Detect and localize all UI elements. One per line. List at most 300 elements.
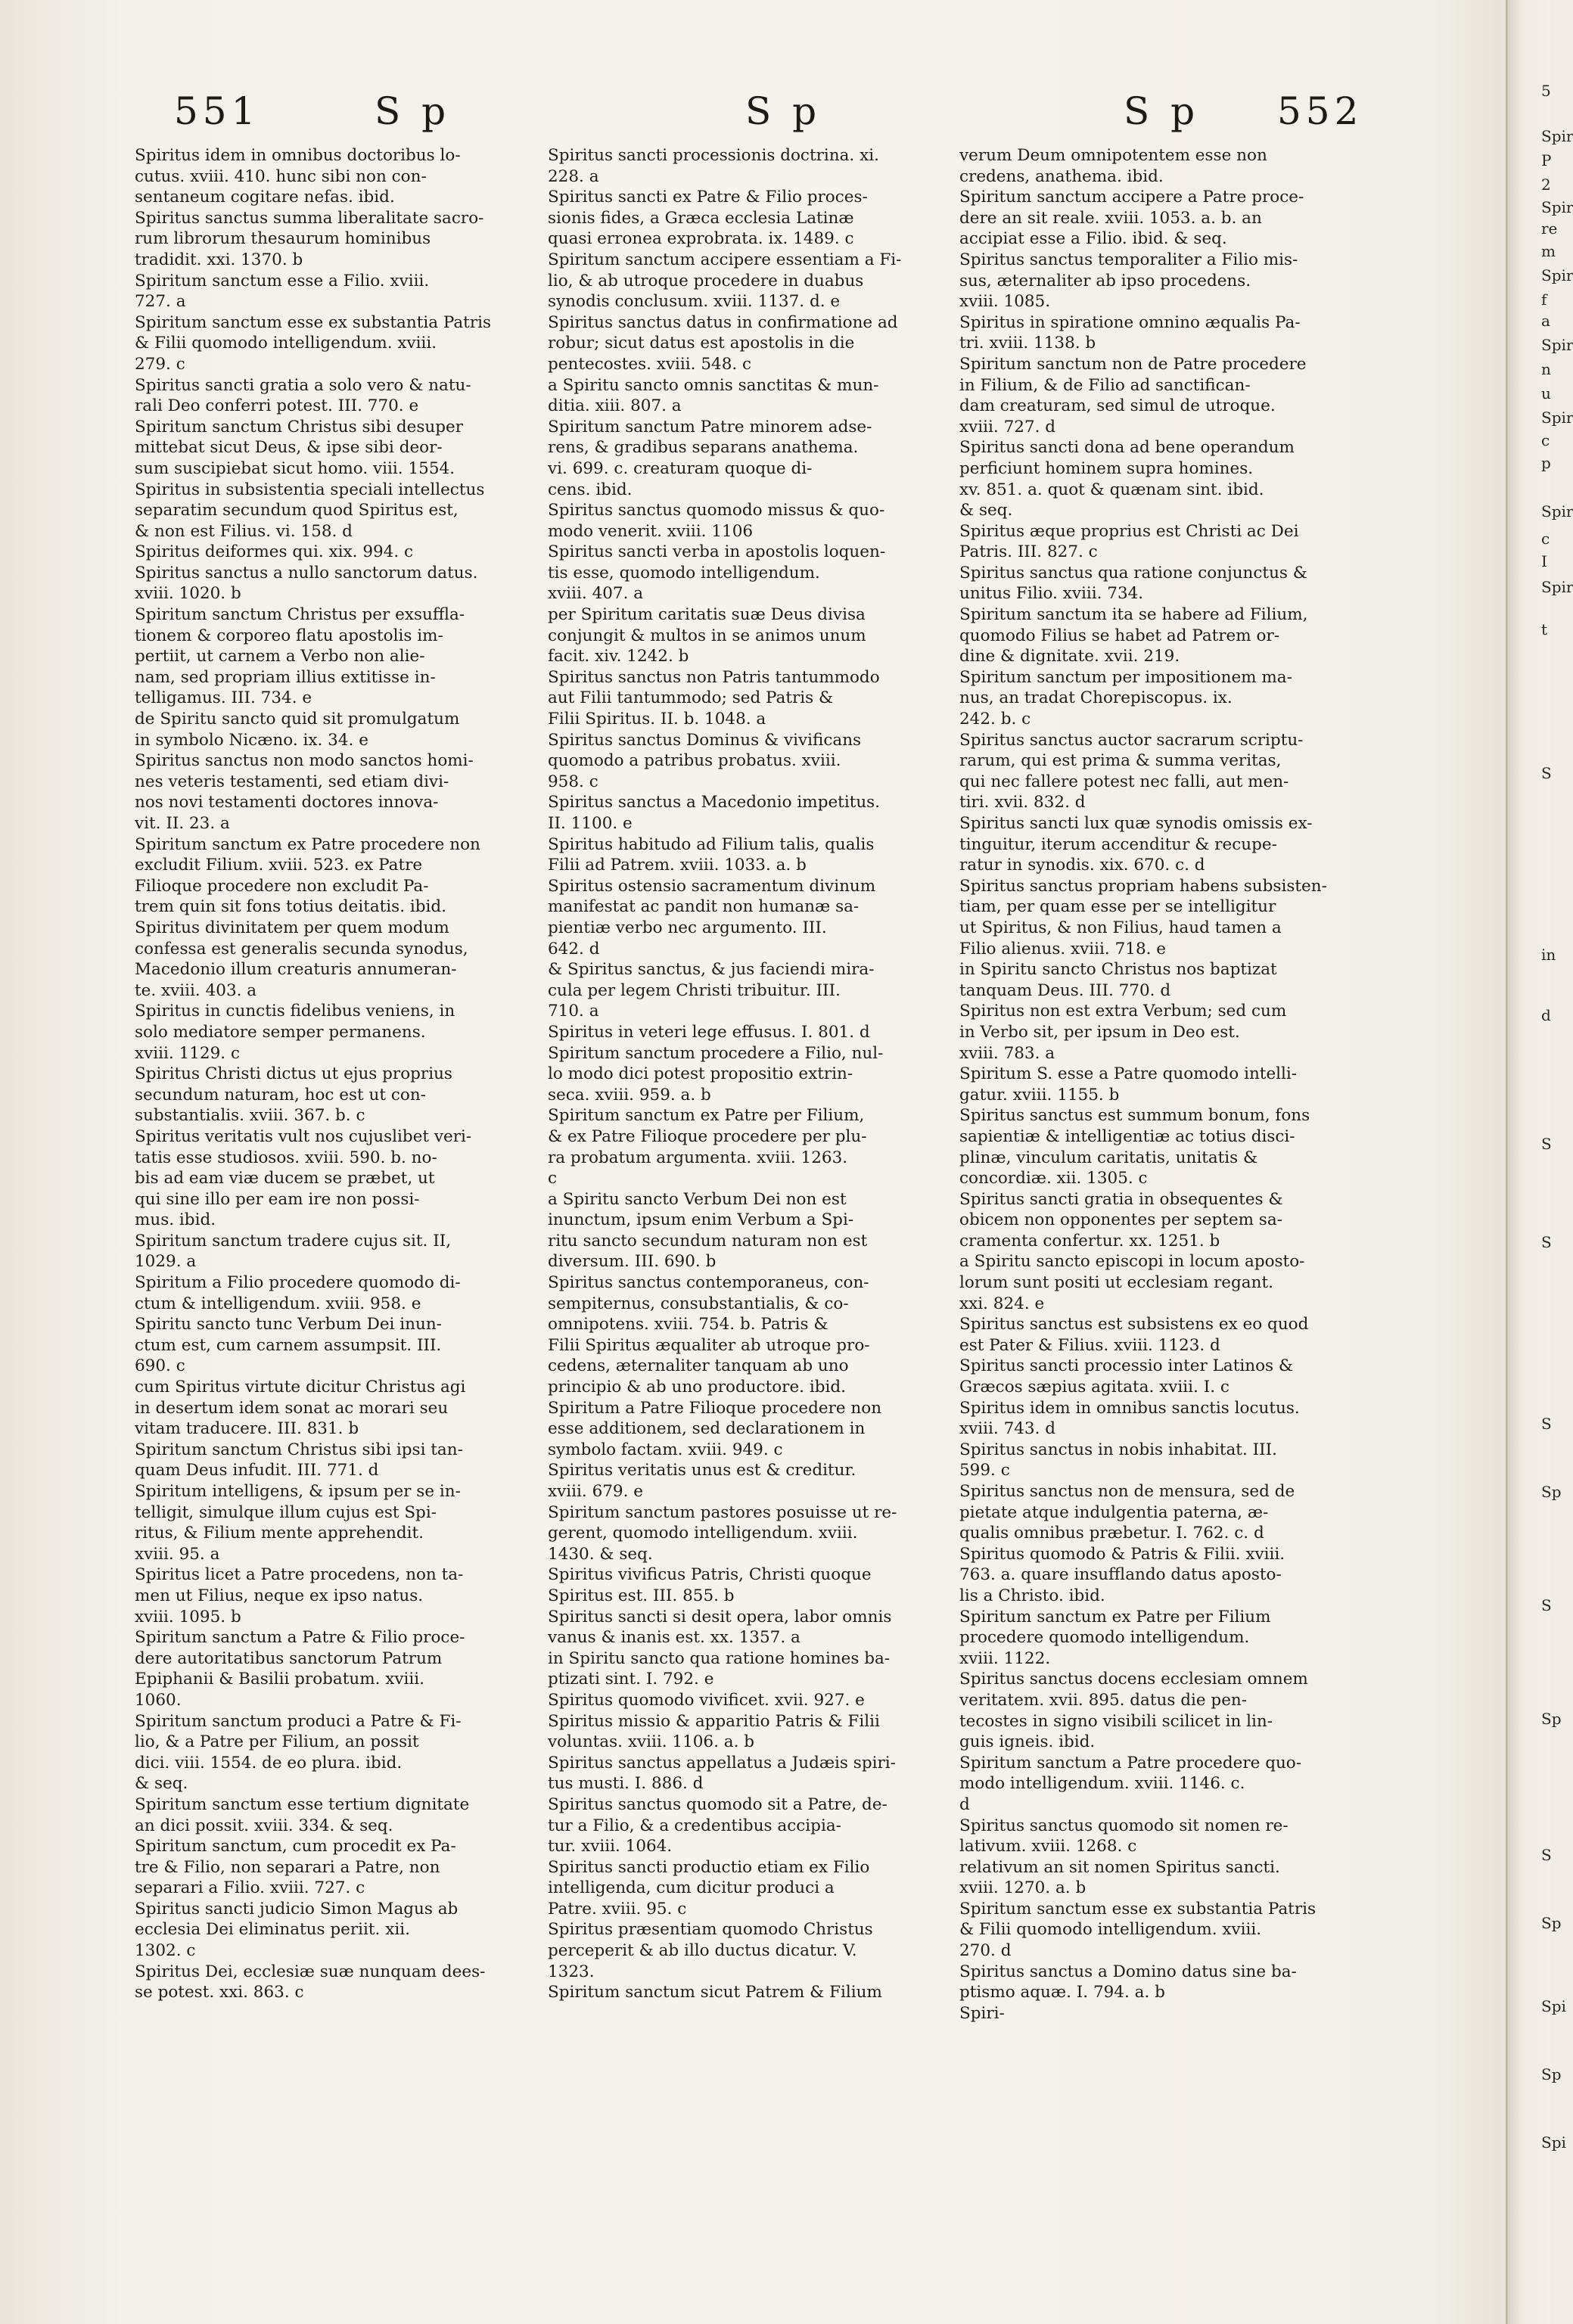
index-line: pientiæ verbo nec argumento. III. (548, 918, 827, 937)
index-line: lis a Christo. ibid. (959, 1586, 1105, 1605)
index-line: 1323. (548, 1962, 595, 1981)
index-line: 270. d (959, 1941, 1012, 1961)
edge-fragment: S (1541, 1135, 1552, 1153)
index-line: symbolo factam. xviii. 949. c (548, 1440, 783, 1459)
index-line: Spiritus sanctus datus in confirmatione ad (548, 312, 898, 332)
index-line: d (959, 1794, 970, 1814)
index-line: 242. b. c (959, 710, 1031, 729)
index-line: Spiritus non est extra Verbum; sed cum (959, 1002, 1287, 1021)
running-head-center: S p (745, 89, 822, 133)
index-line: vanus & inanis est. xx. 1357. a (548, 1628, 800, 1648)
index-line: Spiritus licet a Patre procedens, non ta- (135, 1565, 464, 1585)
index-line: dere autoritatibus sanctorum Patrum (135, 1648, 443, 1668)
edge-fragment: d (1541, 1006, 1551, 1024)
edge-fragment: u (1541, 384, 1551, 402)
index-line: ritus, & Filium mente apprehendit. (135, 1524, 424, 1543)
index-line: Spiritus veritatis vult nos cujuslibet veri- (135, 1126, 472, 1146)
index-line: Epiphanii & Basilii probatum. xviii. (135, 1670, 425, 1689)
index-line: Spiritus sanctus contemporaneus, con- (548, 1273, 869, 1293)
edge-fragment: Spir (1541, 198, 1573, 216)
index-line: Spiritus sancti judicio Simon Magus ab (135, 1899, 459, 1919)
index-line: Spiritum sanctum esse a Filio. xviii. (135, 271, 430, 290)
index-line: Spiritum sanctum per impositionem ma- (959, 667, 1292, 687)
index-line: cens. ibid. (548, 480, 633, 499)
index-line: xviii. 1270. a. b (959, 1878, 1086, 1898)
index-line: Spiritus sanctus appellatus a Judæis spiri- (548, 1753, 896, 1773)
index-line: Spiritum sanctum Patre minorem adse- (548, 417, 872, 437)
index-line: perceperit & ab illo ductus dicatur. V. (548, 1941, 857, 1961)
index-line: Spiritum sanctum ex Patre per Filium, (548, 1106, 865, 1126)
edge-fragment: S (1541, 1596, 1552, 1614)
index-line: Spiritus sanctus qua ratione conjunctus & (959, 563, 1307, 583)
edge-fragment: Spir (1541, 409, 1573, 427)
index-line: telligamus. III. 734. e (135, 688, 312, 708)
index-line: xviii. 1020. b (135, 584, 241, 604)
index-line: in desertum idem sonat ac morari seu (135, 1398, 449, 1418)
index-line: in symbolo Nicæno. ix. 34. e (135, 730, 368, 750)
index-line: 958. c (548, 772, 598, 791)
index-line: a Spiritu sancto omnis sanctitas & mun- (548, 375, 879, 395)
index-line: Spiritum sanctum sicut Patrem & Filium (548, 1983, 882, 2002)
index-line: Spiritus sancti si desit opera, labor omnis (548, 1607, 892, 1626)
index-line: Spiritum intelligens, & ipsum per se in- (135, 1482, 461, 1501)
index-line: cramenta confertur. xx. 1251. b (959, 1231, 1220, 1251)
index-line: & Spiritus sanctus, & jus faciendi mira- (548, 960, 875, 980)
index-line: Spiritus idem in omnibus sanctis locutus. (959, 1398, 1300, 1418)
next-page-edge (1507, 0, 1573, 2324)
index-line: Spiritus sanctus a nullo sanctorum datus. (135, 563, 478, 583)
index-line: 599. c (959, 1461, 1010, 1480)
index-line: Spiritus sanctus temporaliter a Filio mis- (959, 250, 1298, 269)
index-line: Spiritus sanctus summa liberalitate sacro- (135, 208, 484, 228)
index-line: quomodo Filius se habet ad Patrem or- (959, 626, 1279, 645)
index-line: in Verbo sit, per ipsum in Deo est. (959, 1022, 1240, 1042)
index-line: Macedonio illum creaturis annumeran- (135, 960, 457, 980)
index-line: credens, anathema. ibid. (959, 166, 1164, 186)
index-line: dici. viii. 1554. de eo plura. ibid. (135, 1753, 403, 1773)
index-line: seca. xviii. 959. a. b (548, 1085, 711, 1105)
index-line: separari a Filio. xviii. 727. c (135, 1878, 365, 1898)
index-line: quomodo a patribus probatus. xviii. (548, 751, 841, 771)
index-line: 1430. & seq. (548, 1544, 653, 1564)
index-line: Spiritum a Patre Filioque procedere non (548, 1398, 882, 1418)
index-line: pertiit, ut carnem a Verbo non alie- (135, 647, 425, 666)
index-line: lorum sunt positi ut ecclesiam regant. (959, 1273, 1273, 1293)
index-line: ecclesia Dei eliminatus periit. xii. (135, 1920, 410, 1940)
index-line: Spiritum sanctum a Patre procedere quo- (959, 1753, 1302, 1773)
edge-fragment: 2 (1541, 176, 1551, 194)
index-line: an dici possit. xviii. 334. & seq. (135, 1816, 393, 1835)
index-line: synodis conclusum. xviii. 1137. d. e (548, 292, 841, 312)
index-line: Spiritus sancti gratia a solo vero & natu- (135, 375, 471, 395)
index-line: cula per legem Christi tribuitur. III. (548, 980, 841, 1000)
index-line: tis esse, quomodo intelligendum. (548, 563, 820, 583)
index-line: tradidit. xxi. 1370. b (135, 250, 303, 269)
index-line: accipiat esse a Filio. ibid. & seq. (959, 229, 1227, 249)
edge-fragment: n (1541, 360, 1551, 378)
index-line: plinæ, vinculum caritatis, unitatis & (959, 1148, 1258, 1167)
index-line: xxi. 824. e (959, 1294, 1045, 1313)
index-line: Spiritus sanctus propriam habens subsisten- (959, 876, 1327, 896)
edge-fragment: Spi (1541, 2133, 1566, 2152)
index-line: 727. a (135, 292, 186, 312)
index-line: 228. a (548, 166, 599, 186)
index-line: tur a Filio, & a credentibus accipia- (548, 1816, 841, 1835)
index-line: Spiritus sanctus est summum bonum, fons (959, 1106, 1310, 1126)
index-line: Spiritus sanctus non de mensura, sed de (959, 1482, 1295, 1501)
index-line: Spiritus in cunctis fidelibus veniens, in (135, 1002, 455, 1021)
index-line: xviii. 407. a (548, 584, 644, 604)
index-line: Spiritus sancti processionis doctrina. xi. (548, 146, 879, 165)
index-line: & ex Patre Filioque procedere per plu- (548, 1126, 867, 1146)
index-line: Filii Spiritus æqualiter ab utroque pro- (548, 1335, 870, 1355)
index-line: ra probatum argumenta. xviii. 1263. (548, 1148, 848, 1167)
index-line: II. 1100. e (548, 814, 633, 833)
index-line: Spiritus sancti verba in apostolis loquen- (548, 542, 886, 562)
index-line: mus. ibid. (135, 1210, 216, 1230)
index-line: modo venerit. xviii. 1106 (548, 521, 754, 541)
index-line: men ut Filius, neque ex ipso natus. (135, 1586, 424, 1605)
index-line: gerent, quomodo intelligendum. xviii. (548, 1524, 858, 1543)
edge-fragment: Spir (1541, 502, 1573, 520)
index-line: a Spiritu sancto episcopi in locum aposto- (959, 1252, 1305, 1272)
index-line: tus musti. I. 886. d (548, 1774, 704, 1794)
index-line: sempiternus, consubstantialis, & co- (548, 1294, 849, 1313)
index-line: c (548, 1169, 558, 1188)
index-line: principio & ab uno productore. ibid. (548, 1378, 846, 1397)
index-line: modo intelligendum. xviii. 1146. c. (959, 1774, 1245, 1794)
index-line: Spiritum sanctum esse ex substantia Patris (959, 1899, 1317, 1919)
index-line: dere an sit reale. xviii. 1053. a. b. an (959, 208, 1262, 228)
index-line: Spiritus sanctus est subsistens ex eo quod (959, 1315, 1309, 1334)
index-line: tanquam Deus. III. 770. d (959, 980, 1171, 1000)
index-line: Filii ad Patrem. xviii. 1033. a. b (548, 856, 807, 875)
index-line: qui sine illo per eam ire non possi- (135, 1189, 420, 1209)
index-line: Spiri- (959, 2003, 1005, 2023)
index-line: Filioque procedere non excludit Pa- (135, 876, 429, 896)
index-line: se potest. xxi. 863. c (135, 1983, 304, 2002)
index-line: ctum est, cum carnem assumpsit. III. (135, 1335, 442, 1355)
index-line: conjungit & multos in se animos unum (548, 626, 866, 645)
index-line: Spiritus sanctus non modo sanctos homi- (135, 751, 474, 771)
index-line: xviii. 1095. b (135, 1607, 241, 1626)
index-line: & seq. (135, 1774, 188, 1794)
index-line: facit. xiv. 1242. b (548, 647, 689, 666)
index-line: xviii. 95. a (135, 1544, 220, 1564)
index-line: manifestat ac pandit non humanæ sa- (548, 897, 860, 917)
index-line: 710. a (548, 1002, 599, 1021)
index-line: Spiritum sanctum produci a Patre & Fi- (135, 1711, 462, 1731)
index-line: xviii. 727. d (959, 417, 1056, 437)
index-line: vit. II. 23. a (135, 814, 230, 833)
index-line: xviii. 783. a (959, 1043, 1055, 1063)
index-line: excludit Filium. xviii. 523. ex Patre (135, 856, 423, 875)
index-line: xviii. 1129. c (135, 1043, 240, 1063)
index-line: qui nec fallere potest nec falli, aut men- (959, 772, 1289, 791)
index-line: 1302. c (135, 1941, 196, 1961)
index-line: Spiritus sanctus in nobis inhabitat. III. (959, 1440, 1277, 1459)
index-line: ctum & intelligendum. xviii. 958. e (135, 1294, 421, 1313)
index-line: tionem & corporeo flatu apostolis im- (135, 626, 443, 645)
index-line: tiam, per quam esse per se intelligitur (959, 897, 1276, 917)
edge-fragment: t (1541, 620, 1548, 638)
edge-fragment: m (1541, 242, 1556, 260)
index-line: voluntas. xviii. 1106. a. b (548, 1732, 755, 1752)
index-line: nos novi testamenti doctores innova- (135, 793, 439, 812)
index-line: Spiritus est. III. 855. b (548, 1586, 735, 1605)
index-line: Spiritum sanctum a Patre & Filio proce- (135, 1628, 465, 1648)
index-line: tinguitur, iterum accenditur & recupe- (959, 834, 1277, 854)
index-line: ritu sancto secundum naturam non est (548, 1231, 868, 1251)
edge-fragment: Spir (1541, 266, 1573, 284)
index-line: in Filium, & de Filio ad sanctifican- (959, 375, 1251, 395)
index-line: Spiritus sanctus quomodo missus & quo- (548, 501, 885, 520)
index-line: Spiritus Dei, ecclesiæ suæ nunquam dees- (135, 1962, 486, 1981)
edge-fragment: Sp (1541, 2065, 1562, 2083)
edge-fragment: P (1541, 151, 1552, 169)
index-line: Spiritum sanctum ita se habere ad Filium, (959, 605, 1308, 625)
index-line: Patris. III. 827. c (959, 542, 1098, 562)
index-line: vi. 699. c. creaturam quoque di- (548, 458, 813, 478)
edge-fragment: Sp (1541, 1914, 1562, 1932)
index-line: Spiritus sanctus non Patris tantummodo (548, 667, 880, 687)
index-line: Græcos sæpius agitata. xviii. I. c (959, 1378, 1229, 1397)
index-line: verum Deum omnipotentem esse non (959, 146, 1267, 165)
index-column-2 (548, 145, 956, 2003)
index-line: Spiritus sancti ex Patre & Filio proces- (548, 188, 868, 207)
index-line: xv. 851. a. quot & quænam sint. ibid. (959, 480, 1264, 499)
index-line: nes veteris testamenti, sed etiam divi- (135, 772, 449, 791)
index-line: bis ad eam viæ ducem se præbet, ut (135, 1169, 435, 1188)
index-line: Filii Spiritus. II. b. 1048. a (548, 710, 766, 729)
index-line: Spiritus divinitatem per quem modum (135, 918, 449, 937)
index-line: 279. c (135, 354, 185, 374)
index-line: Spiritum a Filio procedere quomodo di- (135, 1273, 461, 1293)
index-line: Spiritus Christi dictus ut ejus proprius (135, 1064, 452, 1084)
index-line: Spiritus ostensio sacramentum divinum (548, 876, 876, 896)
edge-fragment: Spir (1541, 127, 1573, 145)
index-line: Spiritum sanctum Christus sibi desuper (135, 417, 464, 437)
index-line: unitus Filio. xviii. 734. (959, 584, 1144, 604)
index-line: Filio alienus. xviii. 718. e (959, 939, 1167, 958)
index-line: Spiritus sancti lux quæ synodis omissis ex- (959, 814, 1313, 833)
edge-fragment: I (1541, 552, 1547, 570)
index-line: guis igneis. ibid. (959, 1732, 1096, 1752)
index-line: perficiunt hominem supra homines. (959, 458, 1254, 478)
index-line: Spiritus sancti gratia in obsequentes & (959, 1189, 1283, 1209)
index-line: Spiritus sanctus a Macedonio impetitus. (548, 793, 881, 812)
index-line: diversum. III. 690. b (548, 1252, 717, 1272)
index-line: gatur. xviii. 1155. b (959, 1085, 1120, 1105)
index-line: procedere quomodo intelligendum. (959, 1628, 1250, 1648)
index-line: & Filii quomodo intelligendum. xviii. (135, 334, 437, 353)
index-line: Spiritum sanctum procedere a Filio, nul- (548, 1043, 884, 1063)
edge-fragment: Spi (1541, 1997, 1566, 2015)
index-line: mittebat sicut Deus, & ipse sibi deor- (135, 438, 443, 458)
edge-fragment: Spir (1541, 578, 1573, 596)
edge-fragment: a (1541, 312, 1550, 330)
index-line: xviii. 1122. (959, 1648, 1051, 1668)
running-head-left: S p (375, 89, 451, 133)
index-line: rens, & gradibus separans anathema. (548, 438, 859, 458)
index-line: omnipotens. xviii. 754. b. Patris & (548, 1315, 828, 1334)
index-line: Spiritum sanctum pastores posuisse ut re- (548, 1502, 897, 1522)
index-line: Spiritus veritatis unus est & creditur. (548, 1461, 856, 1480)
index-line: secundum naturam, hoc est ut con- (135, 1085, 426, 1105)
index-line: Patre. xviii. 95. c (548, 1899, 687, 1919)
index-line: pentecostes. xviii. 548. c (548, 354, 752, 374)
index-line: telligit, simulque illum cujus est Spi- (135, 1502, 437, 1522)
index-line: 642. d (548, 939, 600, 958)
index-line: Spiritum sanctum ex Patre per Filium (959, 1607, 1271, 1626)
index-line: Spiritus in spiratione omnino æqualis Pa- (959, 312, 1301, 332)
index-line: Spiritus quomodo vivificet. xvii. 927. e (548, 1690, 865, 1710)
index-line: cutus. xviii. 410. hunc sibi non con- (135, 166, 427, 186)
index-line: Spiritus sanctus Dominus & vivificans (548, 730, 862, 750)
index-line: quam Deus infudit. III. 771. d (135, 1461, 379, 1480)
index-line: cedens, æternaliter tanquam ab uno (548, 1356, 849, 1376)
index-line: xviii. 1085. (959, 292, 1051, 312)
index-line: Spiritus habitudo ad Filium talis, qualis (548, 834, 875, 854)
index-line: rali Deo conferri potest. III. 770. e (135, 396, 419, 416)
index-line: lo modo dici potest propositio extrin- (548, 1064, 853, 1084)
index-line: Spiritum sanctum tradere cujus sit. II, (135, 1231, 452, 1251)
index-line: Spiritus sanctus docens ecclesiam omnem (959, 1670, 1308, 1689)
index-line: Spiritus præsentiam quomodo Christus (548, 1920, 873, 1940)
index-line: inunctum, ipsum enim Verbum a Spi- (548, 1210, 854, 1230)
index-line: tre & Filio, non separari a Patre, non (135, 1857, 440, 1877)
index-line: Spiritum sanctum non de Patre procedere (959, 354, 1307, 374)
edge-fragment: c (1541, 530, 1550, 548)
index-line: substantialis. xviii. 367. b. c (135, 1106, 365, 1126)
index-line: Spiritum S. esse a Patre quomodo intelli- (959, 1064, 1298, 1084)
edge-fragment: S (1541, 764, 1552, 782)
index-line: tri. xviii. 1138. b (959, 334, 1096, 353)
index-line: concordiæ. xii. 1305. c (959, 1169, 1148, 1188)
index-line: lio, & ab utroque procedere in duabus (548, 271, 864, 290)
index-line: nus, an tradat Chorepiscopus. ix. (959, 688, 1233, 708)
index-line: est Pater & Filius. xviii. 1123. d (959, 1335, 1220, 1355)
index-line: vitam traducere. III. 831. b (135, 1419, 359, 1439)
index-line: ptismo aquæ. I. 794. a. b (959, 1983, 1165, 2002)
index-line: in Spiritu sancto Christus nos baptizat (959, 960, 1277, 980)
running-head-right: S p (1124, 89, 1200, 133)
edge-fragment: in (1541, 946, 1556, 964)
index-line: Spiritus in veteri lege effusus. I. 801. d (548, 1022, 870, 1042)
index-line: nam, sed propriam illius extitisse in- (135, 667, 436, 687)
index-line: robur; sicut datus est apostolis in die (548, 334, 855, 353)
index-line: & seq. (959, 501, 1013, 520)
index-line: Spiritus æque proprius est Christi ac Dei (959, 521, 1299, 541)
index-line: a Spiritu sancto Verbum Dei non est (548, 1189, 847, 1209)
edge-fragment: 5 (1541, 82, 1551, 100)
index-line: Spiritum sanctum esse tertium dignitate (135, 1794, 470, 1814)
index-line: Spiritum sanctum, cum procedit ex Pa- (135, 1837, 456, 1856)
index-line: lativum. xviii. 1268. c (959, 1837, 1137, 1856)
index-line: & Filii quomodo intelligendum. xviii. (959, 1920, 1262, 1940)
index-line: Spiritus sancti productio etiam ex Filio (548, 1857, 870, 1877)
edge-fragment: c (1541, 431, 1550, 449)
edge-fragment: f (1541, 290, 1547, 309)
index-line: Spiritum sanctum Christus sibi ipsi tan- (135, 1440, 463, 1459)
index-line: Spiritum sanctum esse ex substantia Patris (135, 312, 492, 332)
index-line: Spiritus sanctus a Domino datus sine ba- (959, 1962, 1297, 1981)
index-line: Spiritus sanctus quomodo sit a Patre, de- (548, 1794, 888, 1814)
index-column-3 (959, 145, 1383, 2024)
index-line: de Spiritu sancto quid sit promulgatum (135, 710, 460, 729)
index-line: relativum an sit nomen Spiritus sancti. (959, 1857, 1280, 1877)
index-line: sapientiæ & intelligentiæ ac totius disci- (959, 1126, 1295, 1146)
index-line: Spiritus sanctus auctor sacrarum scriptu- (959, 730, 1304, 750)
index-line: tatis esse studiosos. xviii. 590. b. no- (135, 1148, 437, 1167)
index-line: separatim secundum quod Spiritus est, (135, 501, 459, 520)
edge-fragment: p (1541, 454, 1551, 472)
index-line: trem quin sit fons totius deitatis. ibid. (135, 897, 446, 917)
index-line: dine & dignitate. xvii. 219. (959, 647, 1180, 666)
right-page-number: 552 (1277, 89, 1363, 133)
index-line: Spiritum sanctum ex Patre procedere non (135, 834, 480, 854)
index-line: te. xviii. 403. a (135, 980, 257, 1000)
index-line: per Spiritum caritatis suæ Deus divisa (548, 605, 866, 625)
index-line: Spiritus deiformes qui. xix. 994. c (135, 542, 414, 562)
index-line: tecostes in signo visibili scilicet in lin- (959, 1711, 1273, 1731)
index-line: veritatem. xvii. 895. datus die pen- (959, 1690, 1248, 1710)
index-line: intelligenda, cum dicitur produci a (548, 1878, 835, 1898)
index-line: ptizati sint. I. 792. e (548, 1670, 714, 1689)
index-line: pietate atque indulgentia paterna, æ- (959, 1502, 1269, 1522)
index-line: rum librorum thesaurum hominibus (135, 229, 431, 249)
index-line: Spiritus sancti processio inter Latinos & (959, 1356, 1294, 1376)
index-line: Spiritus quomodo & Patris & Filii. xviii. (959, 1544, 1285, 1564)
index-line: cum Spiritus virtute dicitur Christus agi (135, 1378, 466, 1397)
index-line: sus, æternaliter ab ipso procedens. (959, 271, 1251, 290)
index-line: Spiritum sanctum accipere a Patre proce- (959, 188, 1304, 207)
index-line: Spiritum sanctum Christus per exsuffla- (135, 605, 465, 625)
index-line: obicem non opponentes per septem sa- (959, 1210, 1282, 1230)
edge-fragment: Sp (1541, 1710, 1562, 1728)
index-line: rarum, qui est prima & summa veritas, (959, 751, 1282, 771)
index-column-1 (135, 145, 543, 2003)
edge-fragment: S (1541, 1233, 1552, 1251)
index-line: qualis omnibus præbetur. I. 762. c. d (959, 1524, 1264, 1543)
index-line: tiri. xvii. 832. d (959, 793, 1086, 812)
edge-fragment: S (1541, 1415, 1552, 1433)
index-line: confessa est generalis secunda synodus, (135, 939, 468, 958)
index-line: sum suscipiebat sicut homo. viii. 1554. (135, 458, 455, 478)
index-line: Spiritus vivificus Patris, Christi quoque (548, 1565, 872, 1585)
index-line: 1029. a (135, 1252, 197, 1272)
index-line: solo mediatore semper permanens. (135, 1022, 426, 1042)
index-line: xviii. 743. d (959, 1419, 1056, 1439)
index-line: Spiritus sancti dona ad bene operandum (959, 438, 1295, 458)
edge-fragment: S (1541, 1846, 1552, 1864)
index-line: Spiritus in subsistentia speciali intellectus (135, 480, 485, 499)
left-page-number: 551 (174, 89, 260, 133)
index-line: Spiritus idem in omnibus doctoribus lo- (135, 146, 461, 165)
edge-fragment: Spir (1541, 336, 1573, 354)
index-line: lio, & a Patre per Filium, an possit (135, 1732, 419, 1752)
index-line: 1060. (135, 1690, 182, 1710)
index-line: Spiritum sanctum accipere essentiam a Fi- (548, 250, 902, 269)
index-line: Spiritu sancto tunc Verbum Dei inun- (135, 1315, 442, 1334)
index-line: xviii. 679. e (548, 1482, 643, 1501)
index-line: sionis fides, a Græca ecclesia Latinæ (548, 208, 854, 228)
index-line: 763. a. quare insufflando datus aposto- (959, 1565, 1282, 1585)
index-line: ut Spiritus, & non Filius, haud tamen a (959, 918, 1282, 937)
edge-fragment: Sp (1541, 1483, 1562, 1501)
index-line: ratur in synodis. xix. 670. c. d (959, 856, 1205, 875)
index-line: tur. xviii. 1064. (548, 1837, 673, 1856)
